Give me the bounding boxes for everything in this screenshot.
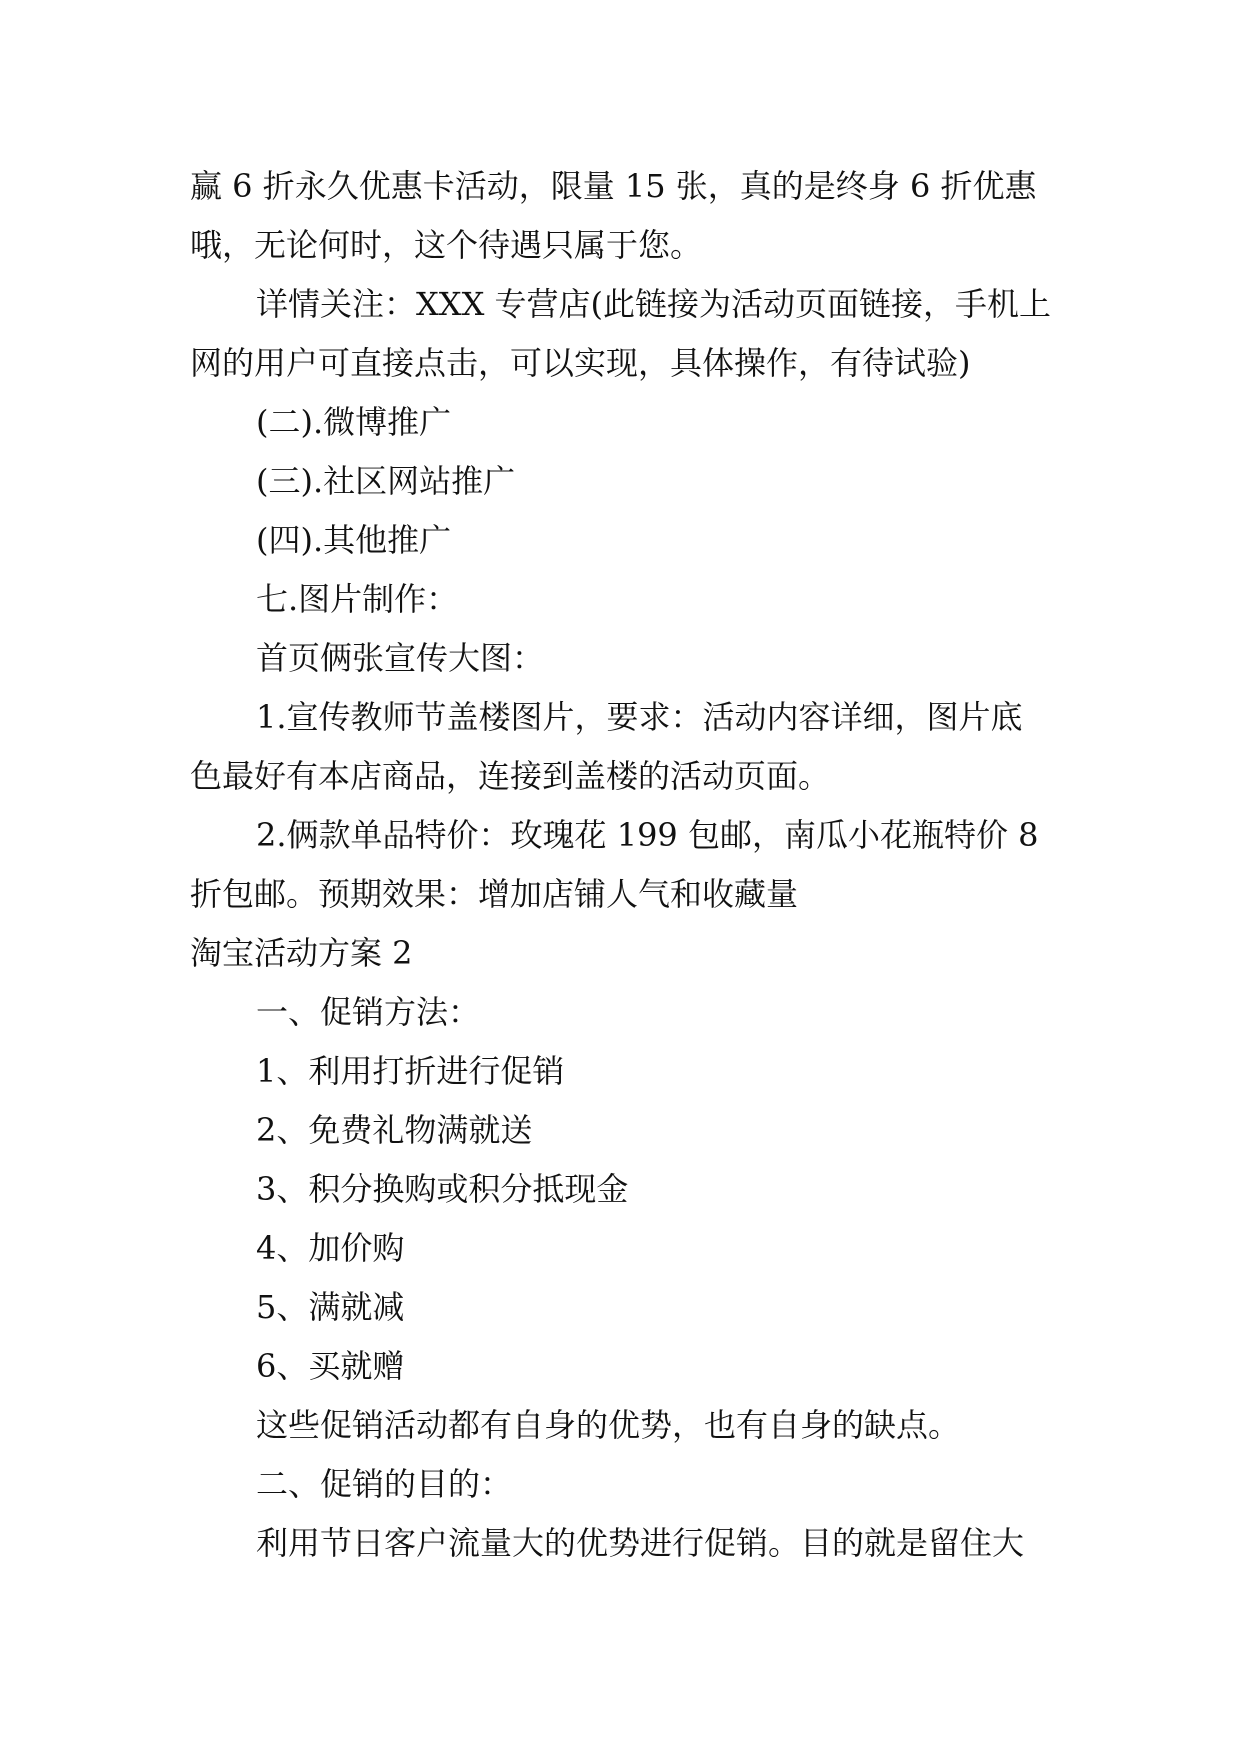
section-heading: 一、促销方法： xyxy=(256,993,481,1031)
section-title: 淘宝活动方案 2 xyxy=(190,934,413,972)
text-line: 详情关注：XXX 专营店(此链接为活动页面链接，手机上 xyxy=(256,285,1052,323)
text-line: 赢 6 折永久优惠卡活动，限量 15 张，真的是终身 6 折优惠 xyxy=(190,167,1037,205)
list-item: (三).社区网站推广 xyxy=(256,462,516,500)
list-item: 6、买就赠 xyxy=(256,1347,405,1385)
list-item: 1.宣传教师节盖楼图片，要求：活动内容详细，图片底 xyxy=(256,698,1023,736)
text-line: 折包邮。预期效果：增加店铺人气和收藏量 xyxy=(190,875,799,913)
text-line: 首页俩张宣传大图： xyxy=(256,639,545,677)
list-item: 1、利用打折进行促销 xyxy=(256,1052,565,1090)
section-heading: 二、促销的目的： xyxy=(256,1465,513,1503)
text-line: 色最好有本店商品，连接到盖楼的活动页面。 xyxy=(190,757,831,795)
list-item: 3、积分换购或积分抵现金 xyxy=(256,1170,629,1208)
list-item: 4、加价购 xyxy=(256,1229,405,1267)
text-line: 利用节日客户流量大的优势进行促销。目的就是留住大 xyxy=(256,1524,1025,1562)
document-body xyxy=(190,157,1060,1573)
text-line: 哦，无论何时，这个待遇只属于您。 xyxy=(190,226,703,264)
section-heading: 七.图片制作： xyxy=(256,580,459,618)
list-item: (四).其他推广 xyxy=(256,521,452,559)
list-item: 2、免费礼物满就送 xyxy=(256,1111,533,1149)
text-line: 这些促销活动都有自身的优势，也有自身的缺点。 xyxy=(256,1406,961,1444)
list-item: (二).微博推广 xyxy=(256,403,452,441)
text-line: 网的用户可直接点击，可以实现，具体操作，有待试验) xyxy=(190,344,971,382)
list-item: 2.俩款单品特价：玫瑰花 199 包邮，南瓜小花瓶特价 8 xyxy=(256,816,1039,854)
list-item: 5、满就减 xyxy=(256,1288,405,1326)
